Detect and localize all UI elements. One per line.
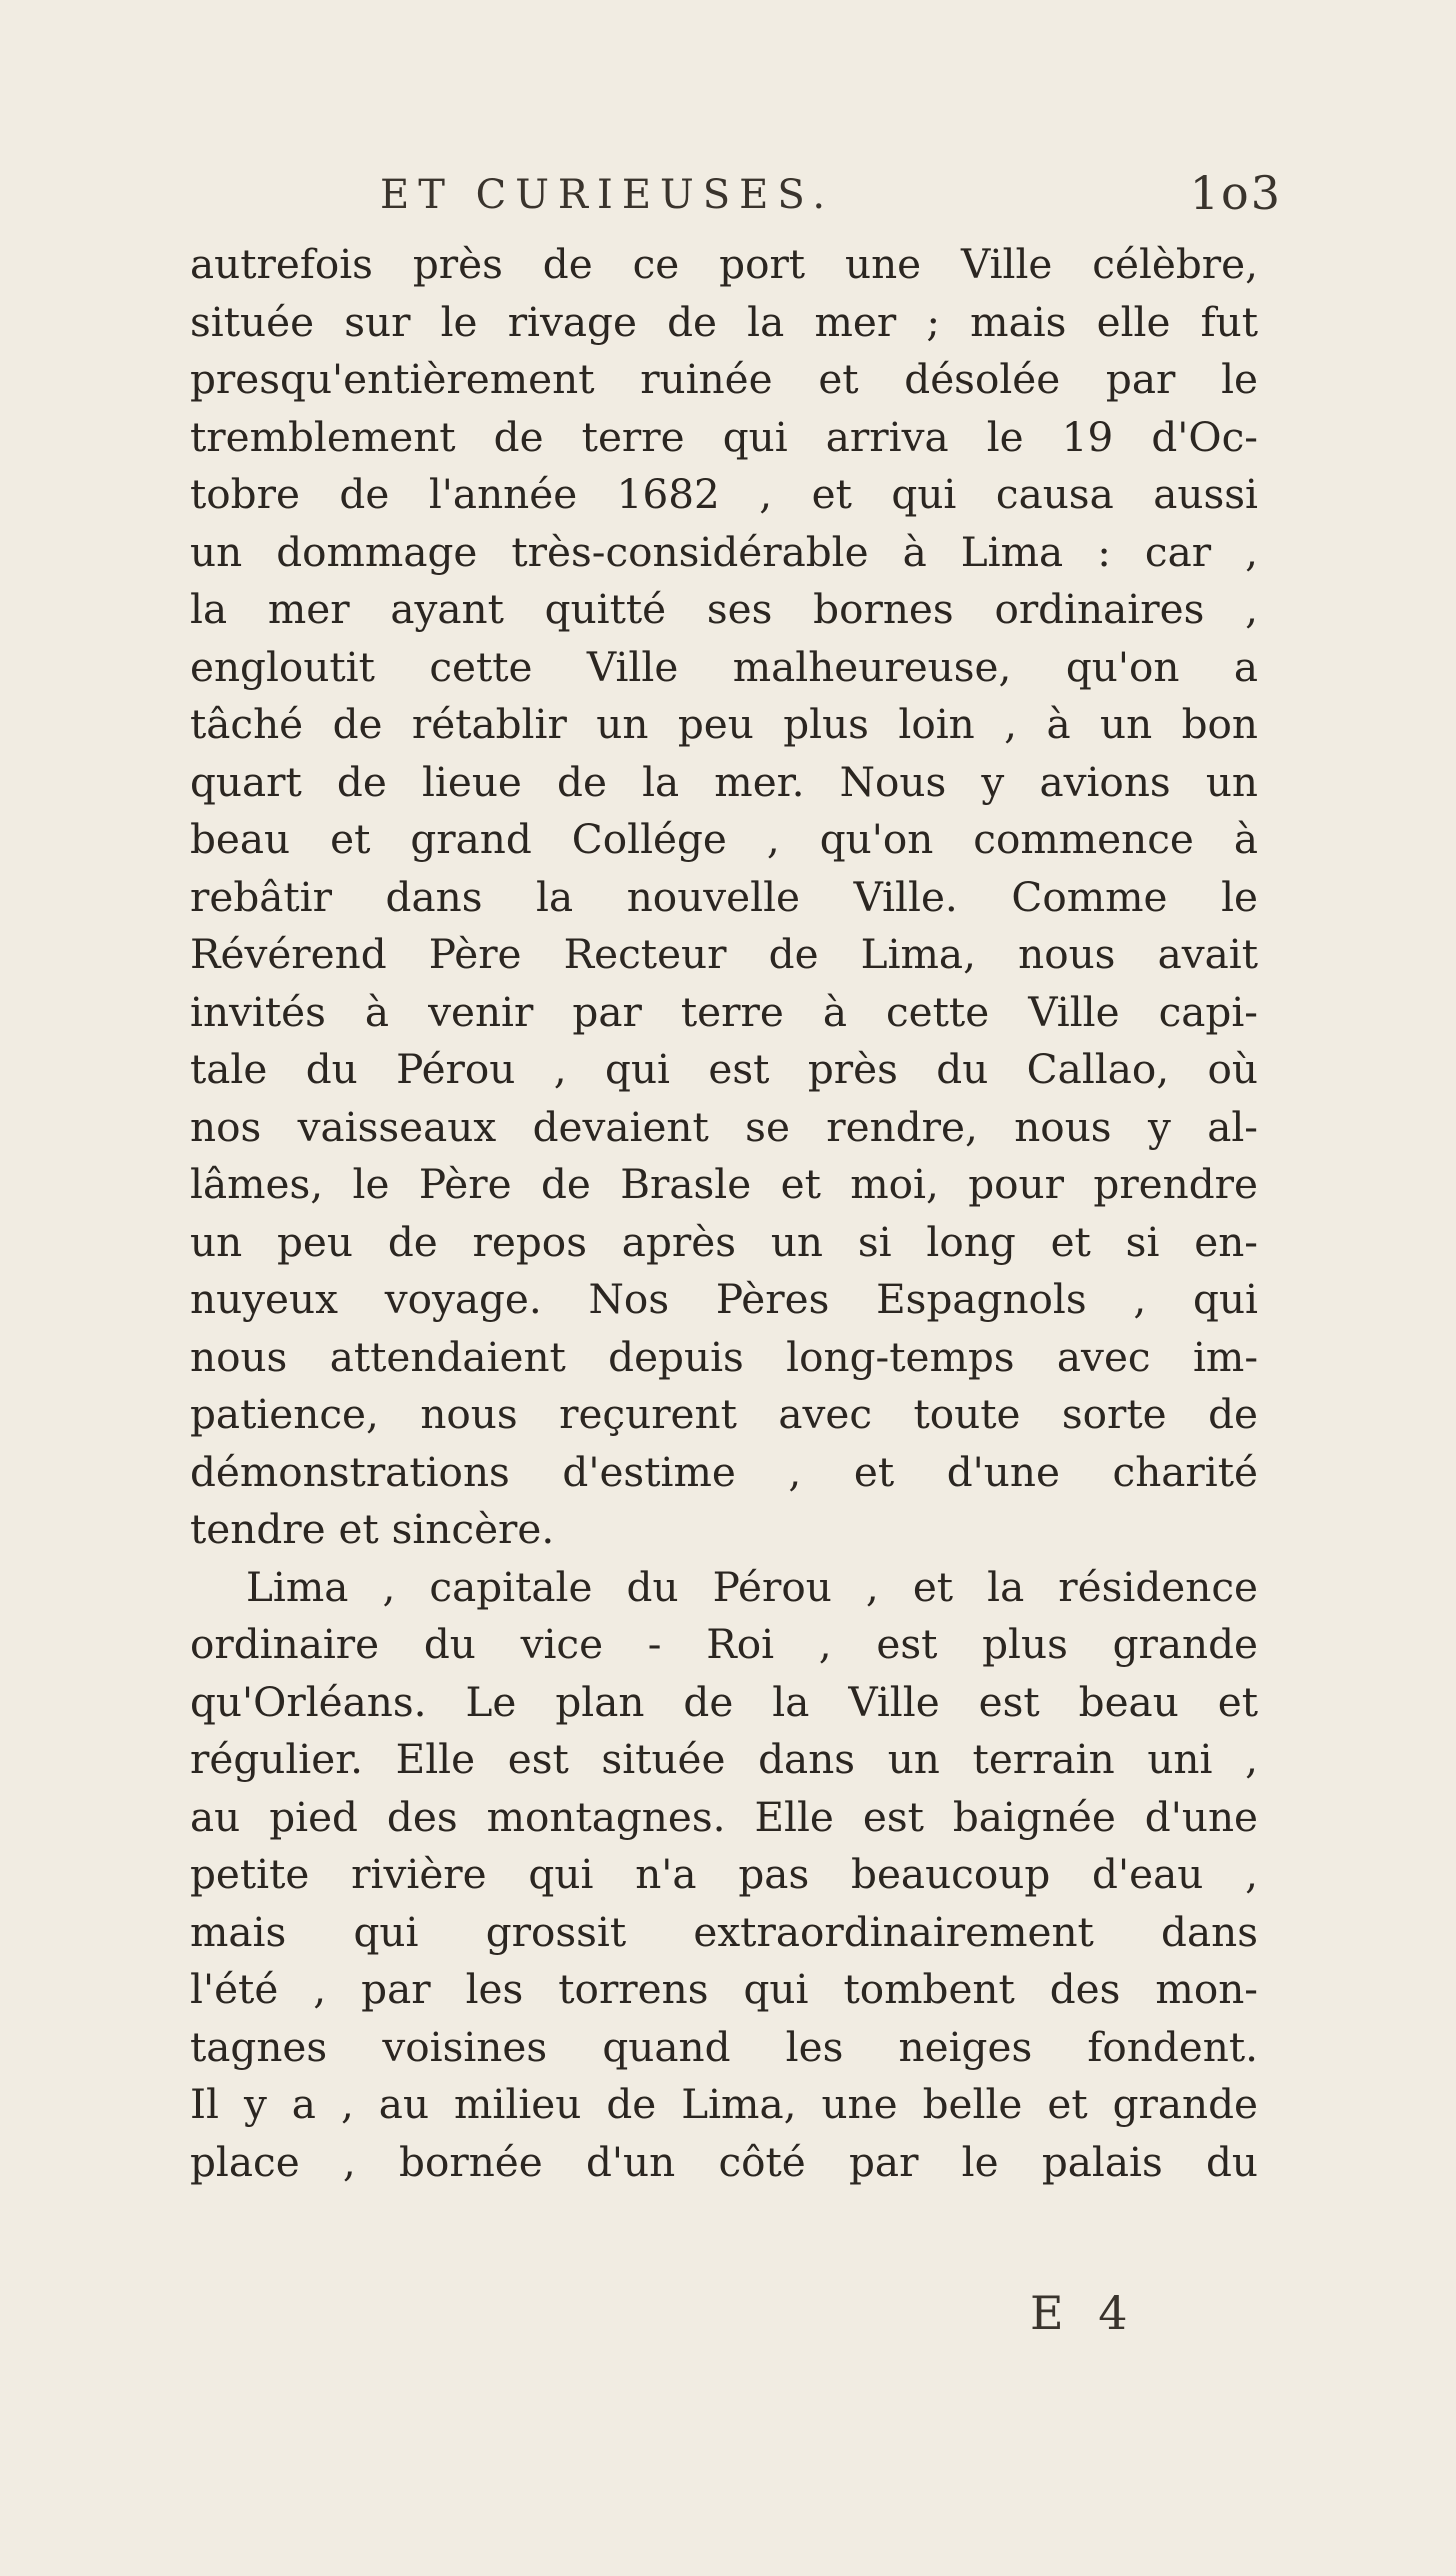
text-line: qu'Orléans. Le plan de la Ville est beau et (190, 1677, 1258, 1726)
text-line: démonstrations d'estime , et d'une charité (190, 1447, 1258, 1496)
text-line: tendre et sincère. (190, 1505, 555, 1553)
running-title: ET CURIEUSES. (380, 172, 835, 218)
body-text (190, 236, 1258, 2191)
text-line: un dommage très-considérable à Lima : car , (190, 527, 1258, 576)
text-line: nos vaisseaux devaient se rendre, nous y al- (190, 1102, 1258, 1151)
text-line: au pied des montagnes. Elle est baignée d'une (190, 1792, 1258, 1841)
text-line: Il y a , au milieu de Lima, une belle et grande (190, 2080, 1258, 2128)
text-line: la mer ayant quitté ses bornes ordinaires , (190, 585, 1258, 633)
text-line: rebâtir dans la nouvelle Ville. Comme le (190, 872, 1258, 921)
text-line: patience, nous reçurent avec toute sorte de (190, 1390, 1258, 1438)
text-line: lâmes, le Père de Brasle et moi, pour prendre (190, 1160, 1258, 1208)
text-line: autrefois près de ce port une Ville célèbre, (190, 240, 1258, 288)
text-line: quart de lieue de la mer. Nous y avions un (190, 757, 1258, 806)
text-line: tale du Pérou , qui est près du Callao, où (190, 1045, 1258, 1093)
text-line: un peu de repos après un si long et si en- (190, 1217, 1258, 1266)
text-line: située sur le rivage de la mer ; mais elle fut (190, 297, 1258, 346)
text-line: ordinaire du vice - Roi , est plus grande (190, 1620, 1258, 1668)
page-number: 1o3 (1189, 166, 1282, 220)
text-line: petite rivière qui n'a pas beaucoup d'eau , (190, 1850, 1258, 1898)
text-line: tagnes voisines quand les neiges fondent. (190, 2022, 1258, 2071)
text-line: presqu'entièrement ruinée et désolée par le (190, 355, 1258, 403)
text-line: nous attendaient depuis long-temps avec im- (190, 1332, 1258, 1381)
text-line: tobre de l'année 1682 , et qui causa aussi (190, 470, 1258, 518)
page-header (380, 166, 1282, 232)
text-line: engloutit cette Ville malheureuse, qu'on a (190, 642, 1258, 691)
text-line: mais qui grossit extraordinairement dans (190, 1907, 1258, 1956)
text-line: Révérend Père Recteur de Lima, nous avait (190, 930, 1258, 978)
text-line: beau et grand Collége , qu'on commence à (190, 815, 1258, 863)
text-line: invités à venir par terre à cette Ville capi- (190, 987, 1258, 1036)
text-line: tremblement de terre qui arriva le 19 d'Oc- (190, 412, 1258, 461)
text-line: place , bornée d'un côté par le palais du (190, 2137, 1258, 2186)
text-line: Lima , capitale du Pérou , et la résidence (246, 1562, 1258, 1611)
signature-mark: E 4 (1030, 2286, 1138, 2340)
text-line: régulier. Elle est située dans un terrain uni , (190, 1735, 1258, 1783)
text-line: l'été , par les torrens qui tombent des mon- (190, 1965, 1258, 2013)
text-line: nuyeux voyage. Nos Pères Espagnols , qui (190, 1275, 1258, 1323)
text-line: tâché de rétablir un peu plus loin , à un bon (190, 700, 1258, 748)
